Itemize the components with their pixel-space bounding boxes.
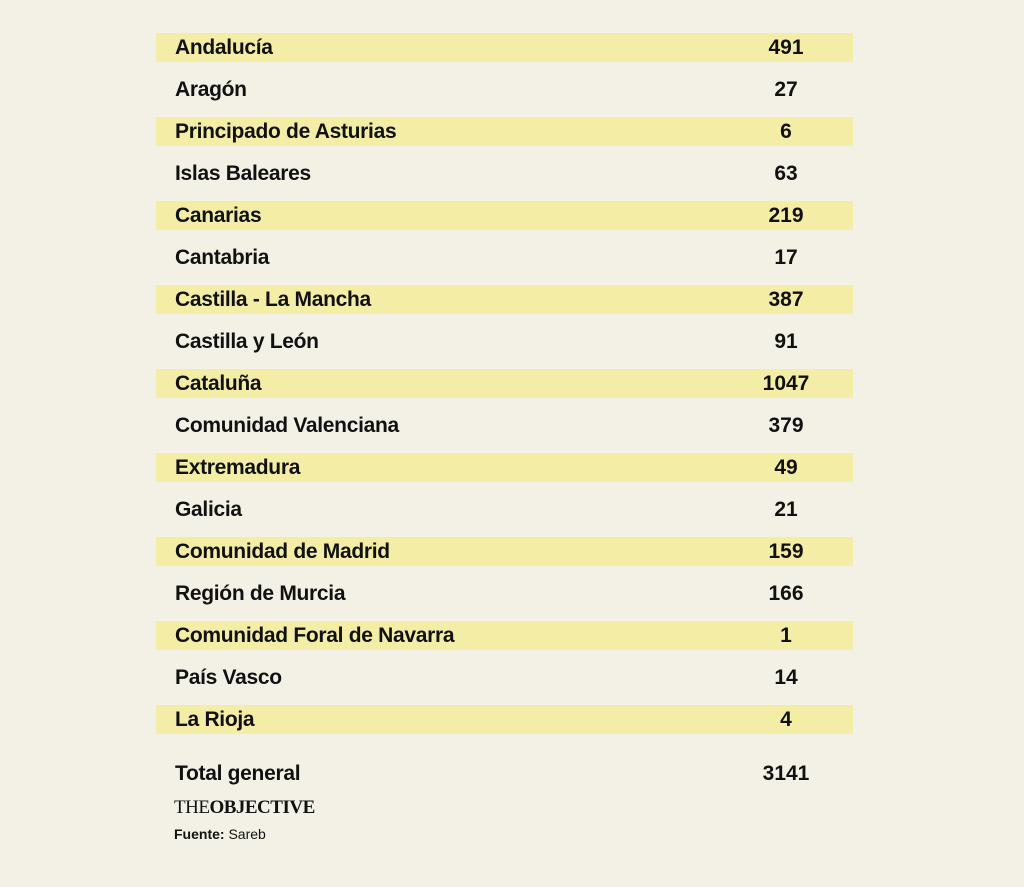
row-label: Galicia (175, 498, 242, 521)
row-label: Cataluña (175, 372, 262, 395)
table-row (156, 579, 853, 608)
row-label: Comunidad Valenciana (175, 414, 399, 437)
row-label: Islas Baleares (175, 162, 311, 185)
row-value: 1 (780, 624, 792, 647)
source-label: Fuente: (174, 826, 225, 842)
table-row (156, 117, 853, 146)
row-value: 219 (768, 204, 804, 227)
brand-logo (174, 797, 315, 819)
row-label: Extremadura (175, 456, 301, 479)
row-value: 159 (768, 540, 804, 563)
table-row (156, 537, 853, 566)
row-label: Principado de Asturias (175, 120, 397, 143)
table-row (156, 327, 853, 356)
row-value: 379 (768, 414, 804, 437)
row-label: Aragón (175, 78, 247, 101)
source-note (174, 826, 266, 842)
row-label: País Vasco (175, 666, 282, 689)
row-value: 14 (774, 666, 798, 689)
table-row (156, 495, 853, 524)
row-value: 49 (774, 456, 798, 479)
brand-logo-part1: THE (174, 797, 210, 818)
table-row (156, 75, 853, 104)
table-row (156, 285, 853, 314)
brand-logo-part2: OBJECTIVE (209, 797, 315, 818)
total-label: Total general (175, 762, 301, 785)
row-value: 63 (774, 162, 798, 185)
data-table (156, 33, 853, 747)
row-label: Canarias (175, 204, 262, 227)
row-label: Comunidad de Madrid (175, 540, 390, 563)
row-label: Región de Murcia (175, 582, 346, 605)
table-row (156, 663, 853, 692)
source-value: Sareb (228, 826, 266, 842)
row-label: La Rioja (175, 708, 255, 731)
row-label: Castilla y León (175, 330, 319, 353)
table-row (156, 33, 853, 62)
total-value: 3141 (762, 762, 810, 785)
table-row (156, 621, 853, 650)
table-row (156, 453, 853, 482)
row-value: 91 (774, 330, 798, 353)
row-value: 166 (768, 582, 804, 605)
row-value: 387 (768, 288, 804, 311)
table-row (156, 159, 853, 188)
table-row (156, 369, 853, 398)
table-row (156, 201, 853, 230)
row-label: Andalucía (175, 36, 273, 59)
row-value: 17 (774, 246, 798, 269)
row-value: 6 (780, 120, 792, 143)
row-value: 1047 (762, 372, 810, 395)
row-label: Cantabria (175, 246, 270, 269)
table-row (156, 411, 853, 440)
row-label: Castilla - La Mancha (175, 288, 371, 311)
table-row (156, 243, 853, 272)
total-row (156, 759, 853, 788)
row-value: 21 (774, 498, 798, 521)
table-row (156, 705, 853, 734)
row-value: 27 (774, 78, 798, 101)
row-label: Comunidad Foral de Navarra (175, 624, 455, 647)
row-value: 4 (780, 708, 792, 731)
row-value: 491 (768, 36, 804, 59)
